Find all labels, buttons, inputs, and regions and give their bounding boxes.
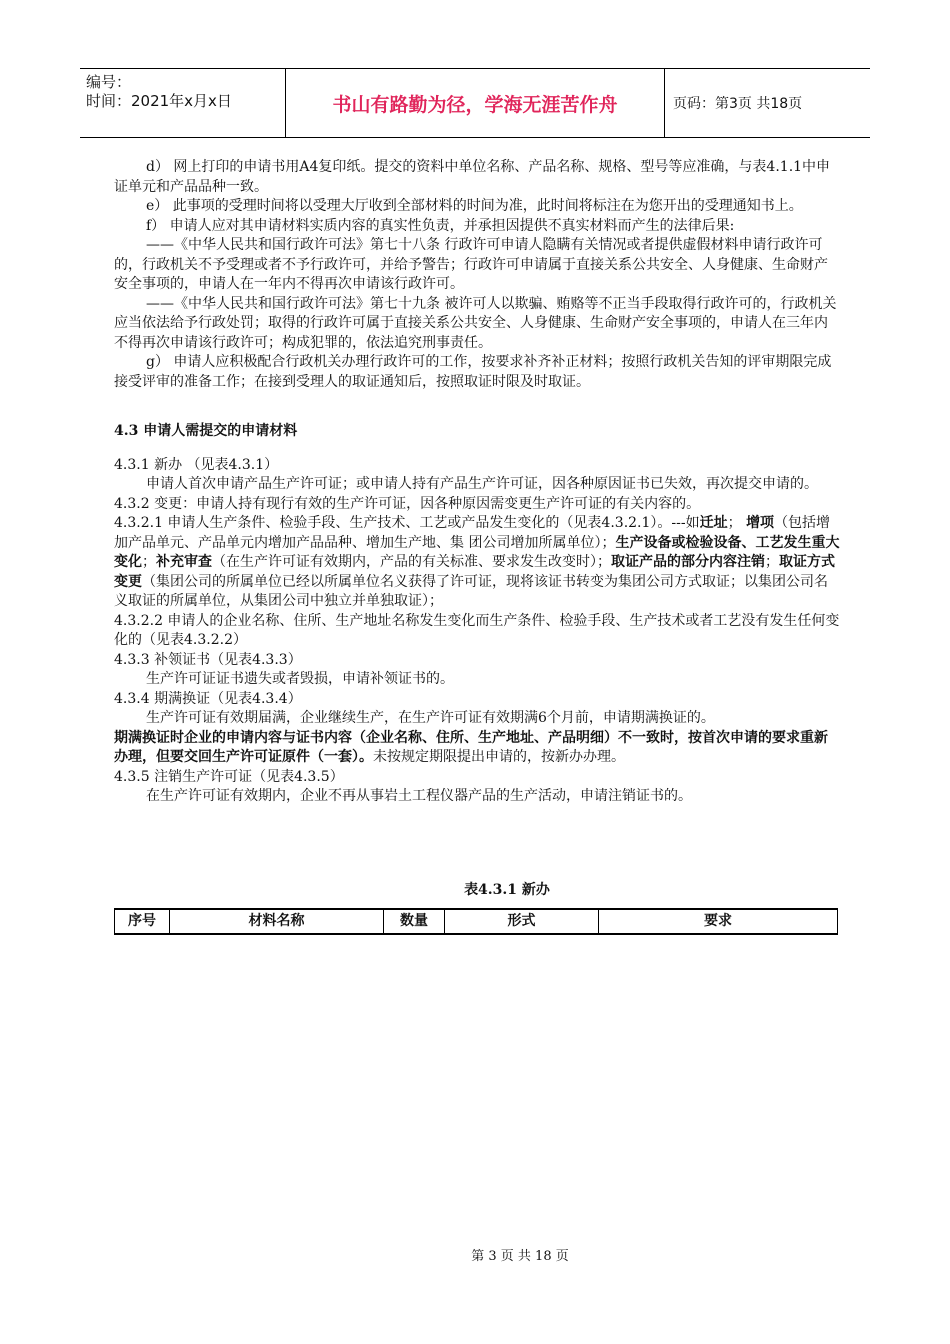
s4321-text: （包括增加产品单元、产品单元内增加产品品种、增加生产地、集 团公司增加所属单位）； [114, 515, 831, 551]
page-header [80, 68, 870, 138]
table-header-row [115, 909, 838, 934]
law-article-79: ——《中华人民共和国行政许可法》第七十九条 被许可人以欺骗、贿赂等不正当手段取得行政许可的，行政机关应当依法给予行政处罚；取得的行政许可属于直接关系公共安全、人身健康、生命财产安全事项的，申请人在三年内不得再次申请该行政许可；构成犯罪的，依法追究刑事责任。 [114, 295, 837, 351]
s4321-paragraph [114, 514, 840, 612]
note-e: e） 此事项的受理时间将以受理大厅收到全部材料的时间为准，此时间将标注在为您开出的受理通知书上。 [146, 198, 803, 214]
col-material-name: 材料名称 [170, 909, 384, 934]
col-form: 形式 [445, 909, 599, 934]
materials-table [114, 908, 838, 935]
section-title: 4.3 申请人需提交的申请材料 [114, 423, 298, 439]
document-body [114, 158, 840, 935]
s435-body: 在生产许可证有效期内，企业不再从事岩土工程仪器产品的生产活动，申请注销证书的。 [146, 788, 692, 804]
s432-heading: 4.3.2 变更：申请人持有现行有效的生产许可证，因各种原因需变更生产许可证的有关内容的。 [114, 495, 701, 512]
note-d: d） 网上打印的申请书用A4复印纸。提交的资料中单位名称、产品名称、规格、型号等应准确，与表4.1.1中申证单元和产品品种一致。 [114, 159, 831, 195]
s4321-bold-partial-cancel: 取证产品的部分内容注销 [611, 554, 765, 570]
number-label: 编号： [86, 73, 132, 91]
col-requirement: 要求 [599, 909, 838, 934]
col-quantity: 数量 [384, 909, 445, 934]
s4322-paragraph: 4.3.2.2 申请人的企业名称、住所、生产地址名称发生变化而生产条件、检验手段、生产技术或者工艺没有发生任何变化的（见表4.3.2.2） [114, 612, 840, 648]
s433-heading: 4.3.3 补领证书（见表4.3.3） [114, 651, 302, 668]
page-footer: 第 3 页 共 18 页 [471, 1249, 569, 1264]
note-f: f） 申请人应对其申请材料实质内容的真实性负责，并承担因提供不真实材料而产生的法律后果: [146, 217, 735, 234]
s434-heading: 4.3.4 期满换证（见表4.3.4） [114, 690, 302, 707]
s4321-bold-add-item: 增项 [746, 515, 775, 531]
s4321-bold-method-change: 取证方式变更 [114, 554, 835, 590]
spacer [114, 807, 840, 881]
header-page-code: 页码：第3页 共18页 [673, 96, 803, 112]
s4321-bold-equipment-change: 生产设备或检验设备、工艺发生重大变化 [114, 534, 840, 570]
s4321-text: （在生产许可证有效期内，产品的有关标准、要求发生改变时）； [212, 554, 611, 570]
s4321-bold-relocation: 迁址 [699, 515, 728, 531]
s4321-text: ； [765, 554, 779, 570]
s4321-bold-supplementary-review: 补充审查 [156, 554, 212, 570]
s434-rule [114, 729, 840, 768]
s431-heading: 4.3.1 新办 （见表4.3.1） [114, 456, 279, 473]
note-g: g） 申请人应积极配合行政机关办理行政许可的工作，按要求补齐补正材料；按照行政机关告知的评审期限完成接受评审的准备工作；在接到受理人的取证通知后，按照取证时限及时取证。 [114, 354, 832, 390]
s434-rule-tail: 未按规定期限提出申请的，按新办办理。 [373, 749, 625, 765]
s434-body: 生产许可证有效期届满，企业继续生产，在生产许可证有效期满6个月前，申请期满换证的。 [146, 710, 715, 726]
s4321-text: 4.3.2.1 申请人生产条件、检验手段、生产技术、工艺或产品发生变化的（见表4.3.2.1）。---如 [114, 515, 700, 531]
header-motto: 书山有路勤为径，学海无涯苦作舟 [286, 69, 665, 137]
header-meta [80, 69, 286, 137]
table-caption: 表4.3.1 新办 [464, 881, 550, 898]
s4321-text: （集团公司的所属单位已经以所属单位名义获得了许可证，现将该证书转变为集团公司方式取证；以集团公司名义取证的所属单位，从集团公司中独立并单独取证）； [114, 573, 828, 609]
s435-heading: 4.3.5 注销生产许可证（见表4.3.5） [114, 768, 344, 785]
col-index: 序号 [115, 909, 170, 934]
s434-bold-rule: 期满换证时企业的申请内容与证书内容（企业名称、住所、生产地址、产品明细）不一致时，按首次申请的要求重新办理，但要交回生产许可证原件（一套）。 [114, 729, 828, 765]
s433-body: 生产许可证证书遗失或者毁损，申请补领证书的。 [146, 671, 454, 687]
law-article-78: ——《中华人民共和国行政许可法》第七十八条 行政许可申请人隐瞒有关情况或者提供虚假材料申请行政许可的，行政机关不予受理或者不予行政许可，并给予警告；行政许可申请属于直接关系公共安全、人身健康、生命财产安全事项的，申请人在一年内不得再次申请该行政许可。 [114, 237, 828, 292]
s431-body: 申请人首次申请产品生产许可证；或申请人持有产品生产许可证，因各种原因证书已失效，再次提交申请的。 [146, 476, 818, 492]
time-label: 时间：2021年x月x日 [86, 92, 232, 110]
s4321-text: ； [142, 554, 156, 570]
s4321-text: ； [727, 515, 747, 531]
